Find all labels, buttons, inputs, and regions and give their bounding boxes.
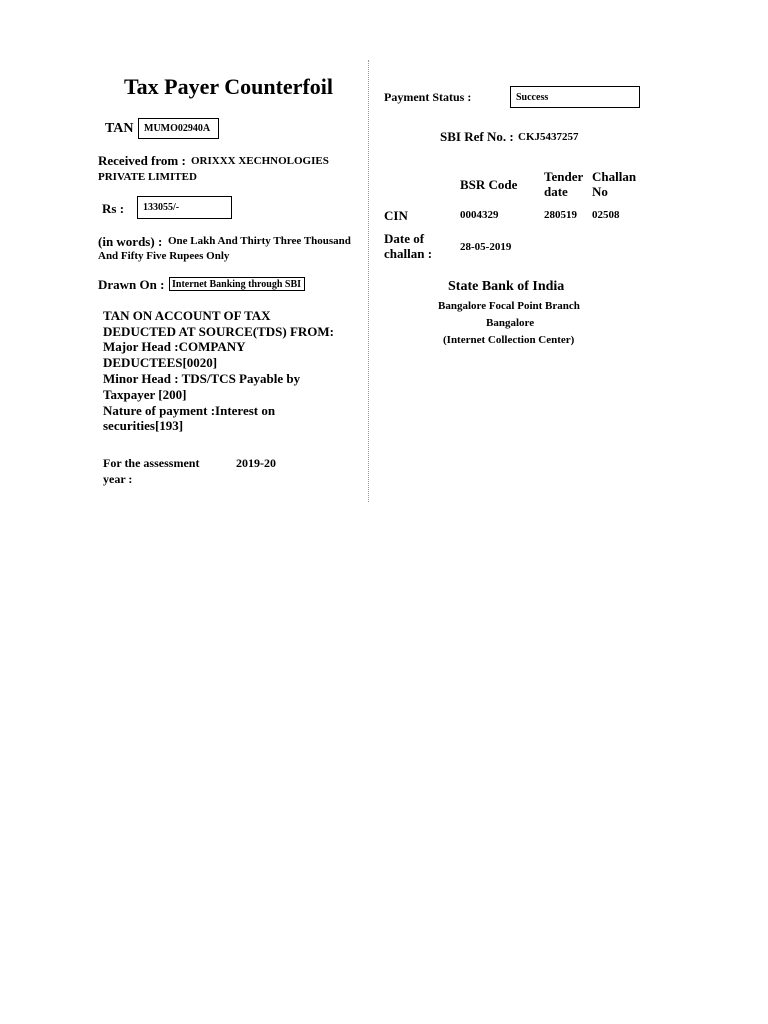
in-words-line2: And Fifty Five Rupees Only bbox=[98, 250, 230, 262]
details-line6: Taxpayer [200] bbox=[103, 387, 187, 402]
bsr-code-header: BSR Code bbox=[460, 177, 518, 192]
rs-value-box: 133055/- bbox=[137, 196, 232, 219]
in-words-label: (in words) : bbox=[98, 234, 163, 249]
details-line2: DEDUCTED AT SOURCE(TDS) FROM: bbox=[103, 324, 335, 339]
details-line5: Minor Head : TDS/TCS Payable by bbox=[103, 371, 301, 386]
page-title: Tax Payer Counterfoil bbox=[124, 74, 333, 99]
tender-date-header-line2: date bbox=[544, 184, 568, 199]
tender-date-value: 280519 bbox=[544, 209, 577, 221]
details-line7: Nature of payment :Interest on bbox=[103, 403, 276, 418]
date-of-challan-label-line1: Date of bbox=[384, 231, 425, 246]
drawn-on-value-box: Internet Banking through SBI bbox=[169, 277, 305, 291]
details-line1: TAN ON ACCOUNT OF TAX bbox=[103, 308, 271, 323]
received-from-label: Received from : bbox=[98, 153, 186, 168]
sbi-ref-label: SBI Ref No. : bbox=[440, 129, 514, 144]
tan-value-box: MUMO02940A bbox=[138, 118, 219, 139]
rs-label: Rs : bbox=[102, 201, 125, 216]
assessment-label-line1: For the assessment bbox=[103, 456, 200, 470]
details-line4: DEDUCTEES[0020] bbox=[103, 355, 218, 370]
branch-line1: Bangalore Focal Point Branch bbox=[438, 300, 580, 312]
payment-status-box: Success bbox=[510, 86, 640, 108]
assessment-year-value: 2019-20 bbox=[236, 456, 276, 470]
cin-label: CIN bbox=[384, 208, 408, 223]
date-of-challan-value: 28-05-2019 bbox=[460, 241, 512, 253]
branch-line2: Bangalore bbox=[486, 317, 535, 329]
challan-no-value: 02508 bbox=[592, 209, 620, 221]
branch-line3: (Internet Collection Center) bbox=[443, 334, 575, 346]
received-from-line1: ORIXXX XECHNOLOGIES bbox=[191, 155, 329, 167]
details-line3: Major Head :COMPANY bbox=[103, 339, 246, 354]
drawn-on-label: Drawn On : bbox=[98, 277, 165, 292]
details-line8: securities[193] bbox=[103, 418, 184, 433]
tender-date-header-line1: Tender bbox=[544, 169, 584, 184]
payment-status-label: Payment Status : bbox=[384, 90, 472, 104]
sbi-ref-value: CKJ5437257 bbox=[518, 131, 579, 143]
in-words-line1: One Lakh And Thirty Three Thousand bbox=[168, 235, 351, 247]
bank-name: State Bank of India bbox=[448, 279, 565, 294]
received-from-line2: PRIVATE LIMITED bbox=[98, 171, 197, 183]
date-of-challan-label-line2: challan : bbox=[384, 246, 433, 261]
bsr-code-value: 0004329 bbox=[460, 209, 499, 221]
column-divider bbox=[368, 60, 369, 502]
tan-label: TAN bbox=[105, 121, 134, 136]
assessment-label-line2: year : bbox=[103, 472, 133, 486]
challan-no-header-line2: No bbox=[592, 184, 608, 199]
challan-no-header-line1: Challan bbox=[592, 169, 637, 184]
